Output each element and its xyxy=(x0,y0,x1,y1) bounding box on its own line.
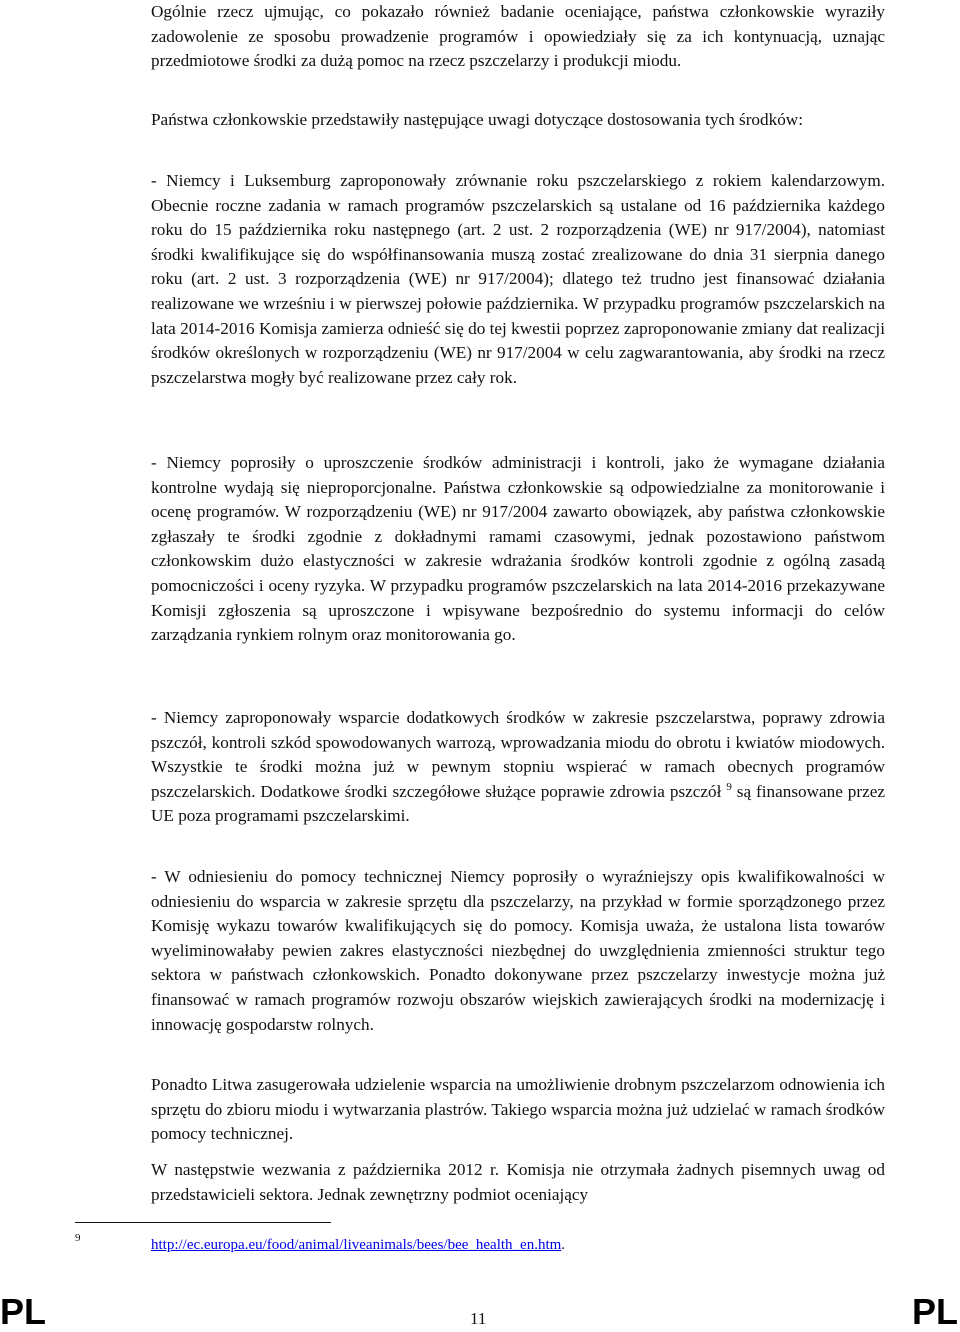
paragraph-summary: Ogólnie rzecz ujmując, co pokazało również badanie oceniające, państwa członkowskie wyraziły zadowolenie ze sposobu prowadzenie programów i opowiedziały się za ich kontynuacją, uznając przedmiotowe środki za dużą pomoc na rzecz pszczelarzy i produkcji miodu. xyxy=(151,2,885,71)
language-code-right: PL xyxy=(911,1291,958,1332)
paragraph-bee-health xyxy=(151,706,885,829)
footnote-separator xyxy=(75,1222,331,1223)
paragraph-simplification: - Niemcy poprosiły o uproszczenie środków administracji i kontroli, jako że wymagane działania kontrolne wydają się nieproporcjonalne. Państwa członkowskie są odpowiedzialne za monitorowanie i ocenę programów. W rozporządzeniu (WE) nr 917/2004 zawarto obowiązek, aby państwa członkowskie zgłaszały te środki zgodnie z dokładnymi ramami czasowymi, jednak pozostawiono państwom członkowskim dużo elastyczności w zakresie wdrażania środków kontroli zgodnie z ogólną zasadą pomocniczości i oceny ryzyka. W przypadku programów pszczelarskich na lata 2014-2016 przekazywane Komisji zgłoszenia są uproszczone i wpisywane bezpośrednio do systemu informacji do celów zarządzania rynkiem rolnym oraz monitorowania go. xyxy=(151,453,885,645)
bee-health-text-end: są finansowane przez UE poza programami pszczelarskimi. xyxy=(151,781,886,826)
paragraph-technical-assistance: - W odniesieniu do pomocy technicznej Niemcy poprosiły o wyraźniejszy opis kwalifikowalności w odniesieniu do wsparcia w zakresie sprzętu dla pszczelarzy, na przykład w formie sporządzonego przez Komisję wykazu towarów kwalifikujących się do pomocy. Komisja uważa, że ustalona lista towarów wyeliminowałaby pewien zakres elastyczności niezbędnej do uwzględnienia zmienności struktur tego sektora w państwach członkowskich. Ponadto dokonywane przez pszczelarzy inwestycje można już finansować w ramach programów rozwoju obszarów wiejskich zawierających środki na modernizację i innowację gospodarstw rolnych. xyxy=(151,867,885,1034)
footnote-number: 9 xyxy=(75,1232,81,1244)
paragraph-call-2012: W następstwie wezwania z października 2012 r. Komisja nie otrzymała żadnych pisemnych uwag od przedstawicieli sektora. Jednak zewnętrzny podmiot oceniający xyxy=(151,1160,885,1204)
footnote-text xyxy=(151,1236,565,1254)
paragraph-lithuania: Ponadto Litwa zasugerowała udzielenie wsparcia na umożliwienie drobnym pszczelarzom odnowienia ich sprzętu do zbioru miodu i wytwarzania plastrów. Takiego wsparcia można już udzielać w ramach środków pomocy technicznej. xyxy=(151,1075,885,1144)
footnote-reference[interactable]: 9 xyxy=(726,780,732,793)
footnote-trailing: . xyxy=(561,1237,566,1253)
bee-health-text: - Niemcy zaproponowały wsparcie dodatkowych środków w zakresie pszczelarstwa, poprawy zdrowia pszczół, kontroli szkód spowodowanych warrozą, wprowadzania miodu do obrotu i kwiatów miodowych. Wszystkie te środki można już w pewnym stopniu wspierać w ramach obecnych programów pszczelarskich. Dodatkowe środki szczegółowe służące poprawie zdrowia pszczół xyxy=(151,708,885,801)
footnote-link[interactable]: http://ec.europa.eu/food/animal/liveanimals/bees/bee_health_en.htm xyxy=(151,1237,562,1253)
paragraph-intro-remarks: Państwa członkowskie przedstawiły następujące uwagi dotyczące dostosowania tych środków: xyxy=(151,110,803,129)
paragraph-beekeeping-year: - Niemcy i Luksemburg zaproponowały zrównanie roku pszczelarskiego z rokiem kalendarzowym. Obecnie roczne zadania w ramach programów pszczelarskich są ustalane od 16 października każdego roku do 15 października roku następnego (art. 2 ust. 2 rozporządzenia (WE) nr 917/2004), natomiast środki kwalifikujące się do współfinansowania muszą zostać zrealizowane do dnia 31 sierpnia danego roku (art. 2 ust. 3 rozporządzenia (WE) nr 917/2004); dlatego też trudno jest finansować działania realizowane we wrześniu i w pierwszej połowie października. W przypadku programów pszczelarskich na lata 2014-2016 Komisja zamierza odnieść się do tej kwestii poprzez zaproponowanie zmiany dat realizacji środków określonych w rozporządzeniu (WE) nr 917/2004 w celu zagwarantowania, aby środki na rzecz pszczelarstwa mogły być realizowane przez cały rok. xyxy=(151,171,885,387)
language-code-left: PL xyxy=(0,1291,47,1332)
page-number: 11 xyxy=(470,1309,487,1328)
